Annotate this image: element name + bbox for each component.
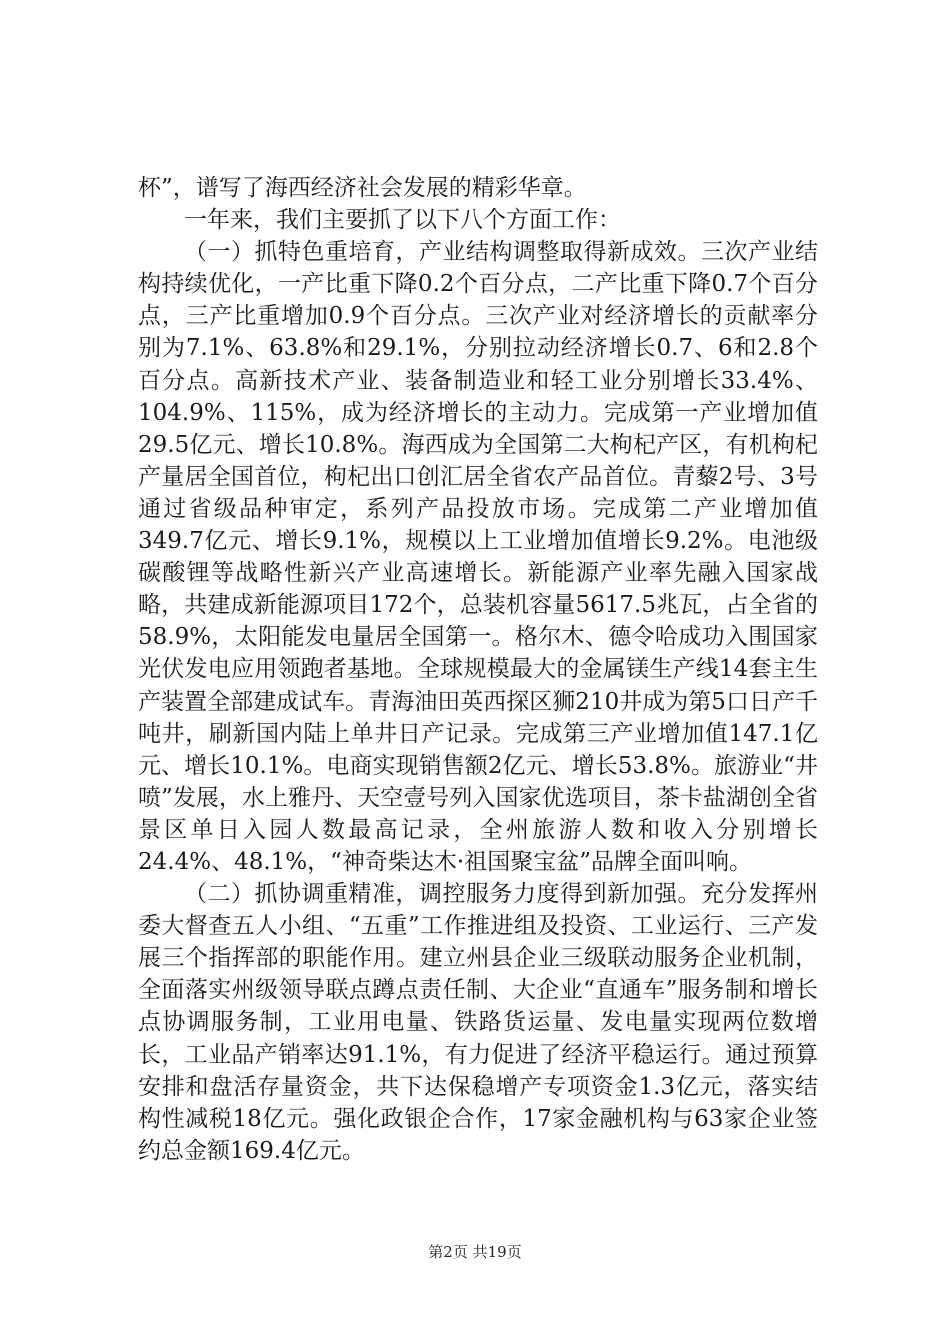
paragraph-intro: 一年来，我们主要抓了以下八个方面工作：: [184, 207, 621, 234]
paragraph-continuation: 杯”，谱写了海西经济社会发展的精彩华章。: [138, 175, 587, 201]
paragraph-section-2: （二）抓协调重精准，调控服务力度得到新加强。充分发挥州委大督查五人小组、“五重”工作推进组及投资、工业运行、三产发展三个指挥部的职能作用。建立州县企业三级联动服务企业机制，全面落实州级领导联点蹲点责任制、大企业“直通车”服务制和增长点协调服务制，工业用电量、铁路货运量、发电量实现两位数增长，工业品产销率达91.1%，有力促进了经济平稳运行。通过预算安排和盘活存量资金，共下达保稳增产专项资金1.3亿元，落实结构性减税18亿元。强化政银企合作，17家金融机构与63家企业签约总金额169.4亿元。: [138, 881, 818, 1164]
paragraph-section-1: （一）抓特色重培育，产业结构调整取得新成效。三次产业结构持续优化，一产比重下降0.2个百分点，二产比重下降0.7个百分点，三产比重增加0.9个百分点。三次产业对经济增长的贡献率分别为7.1%、63.8%和29.1%，分别拉动经济增长0.7、6和2.8个百分点。高新技术产业、装备制造业和轻工业分别增长33.4%、104.9%、115%，成为经济增长的主动力。完成第一产业增加值29.5亿元、增长10.8%。海西成为全国第二大枸杞产区，有机枸杞产量居全国首位，枸杞出口创汇居全省农产品首位。青藜2号、3号通过省级品种审定，系列产品投放市场。完成第二产业增加值349.7亿元、增长9.1%，规模以上工业增加值增长9.2%。电池级碳酸锂等战略性新兴产业高速增长。新能源产业率先融入国家战略，共建成新能源项目172个，总装机容量5617.5兆瓦，占全省的58.9%，太阳能发电量居全国第一。格尔木、德令哈成功入围国家光伏发电应用领跑者基地。全球规模最大的金属镁生产线14套主生产装置全部建成试车。青海油田英西探区狮210井成为第5口日产千吨井，刷新国内陆上单井日产记录。完成第三产业增加值147.1亿元、增长10.1%。电商实现销售额2亿元、增长53.8%。旅游业“井喷”发展，水上雅丹、天空壹号列入国家优选项目，茶卡盐湖创全省景区单日入园人数最高记录，全州旅游人数和收入分别增长24.4%、48.1%，“神奇柴达木·祖国聚宝盆”品牌全面叫响。: [138, 239, 818, 875]
document-body: [138, 172, 818, 1167]
page-footer: [0, 1241, 950, 1262]
page-number: 第2页 共19页: [428, 1243, 522, 1261]
